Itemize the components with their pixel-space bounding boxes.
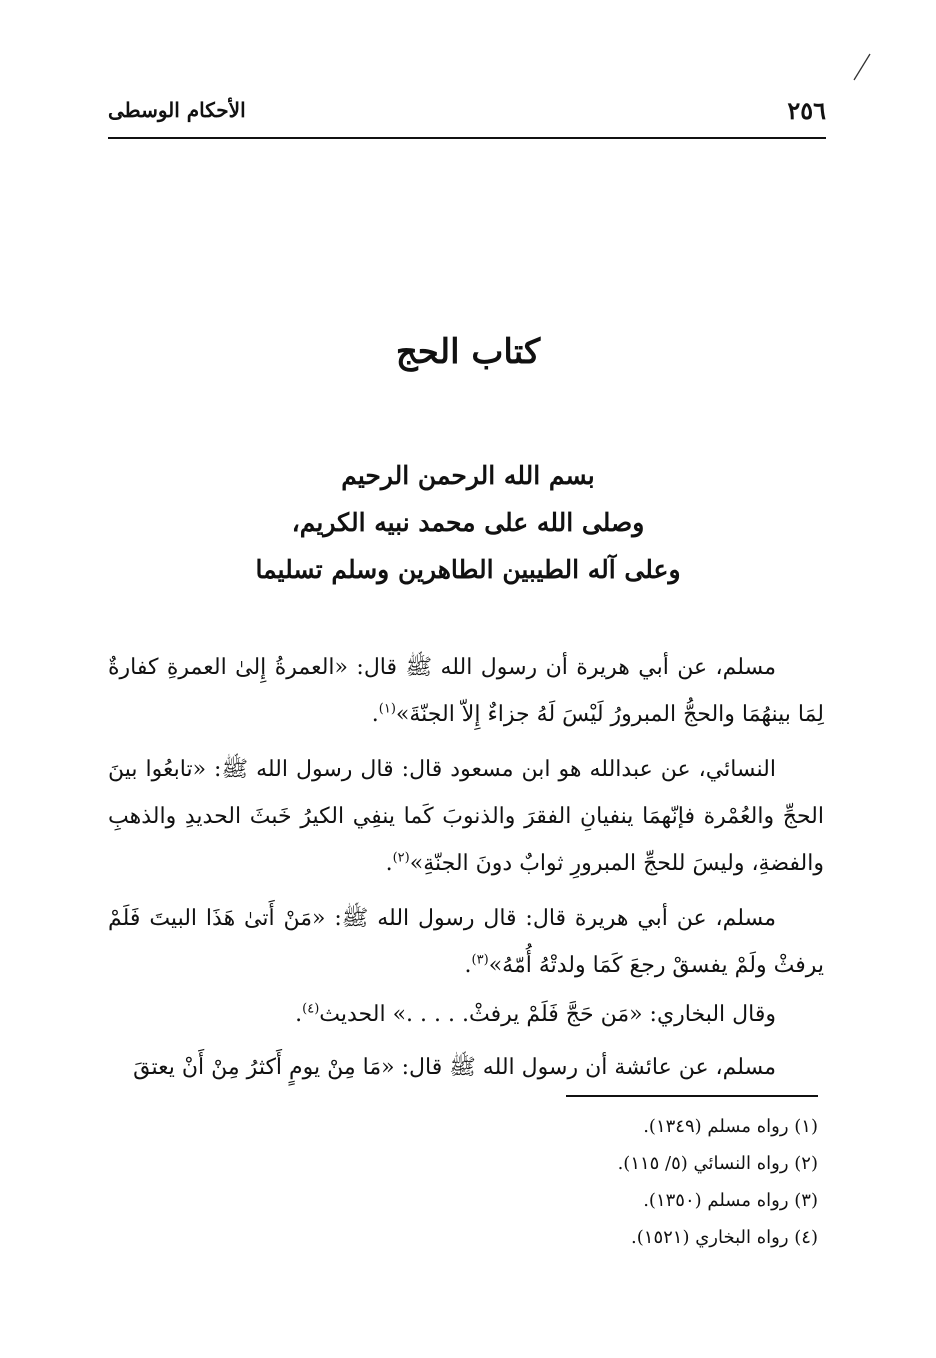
running-title: الأحكام الوسطى [108,98,246,122]
footnote: (٢) رواه النسائي (٥/ ١١٥). [617,1153,818,1174]
chapter-title: كتاب الحج [395,332,541,372]
basmala-block [0,452,936,593]
footnotes [300,1108,818,1256]
page-number: ٢٥٦ [787,96,826,125]
hadith-paragraph [108,895,824,989]
body-text [108,644,824,1099]
hadith-paragraph [108,644,824,738]
basmala-line: وصلى الله على محمد نبيه الكريم، [291,508,645,537]
footnote-marker: (٢) [392,850,410,866]
basmala-line: وعلى آله الطيبين الطاهرين وسلم تسليما [255,555,681,584]
hadith-paragraph [108,1044,824,1091]
paragraph-text: مسلم، عن أبي هريرة أن رسول الله ﷺ قال: «العمرةُ إِلىٰ العمرةِ كفارةٌ لِمَا بينهُمَا والحجُّ المبرورُ لَيْسَ لَهُ جزاءٌ إِلاّ الجنّةَ» [108,655,824,727]
paragraph-text: وقال البخاري: «مَن حَجَّ فَلَمْ يرفثْ. . . . .» الحديث [319,1002,776,1027]
header-rule [108,137,826,139]
footnote: (١) رواه مسلم (١٣٤٩). [643,1116,818,1137]
paragraph-text: مسلم، عن عائشة أن رسول الله ﷺ قال: «مَا مِنْ يومٍ أَكثرُ مِنْ أَنْ يعتقَ [133,1055,776,1080]
paragraph-end: . [385,851,393,876]
footnote-marker: (٤) [302,1001,320,1017]
paragraph-end: . [464,953,472,978]
basmala-line: بسم الله الرحمن الرحيم [341,461,595,490]
hadith-paragraph [108,991,824,1038]
hadith-paragraph [108,746,824,887]
paragraph-end: . [295,1002,303,1027]
footnote: (٤) رواه البخاري (١٥٢١). [631,1227,818,1248]
paragraph-text: مسلم، عن أبي هريرة قال: قال رسول الله ﷺ: «مَنْ أَتىٰ هَذَا البيتَ فَلَمْ يرفثْ ولَمْ يفسقْ رجعَ كَمَا ولدتْهُ أُمّهُ» [108,906,824,978]
page-header [108,96,826,132]
footnote-rule [566,1095,818,1097]
footnote-marker: (١) [378,701,396,717]
pencil-mark [850,52,874,82]
paragraph-text: النسائي، عن عبدالله هو ابن مسعود قال: قال رسول الله ﷺ: «تابعُوا بينَ الحجِّ والعُمْرة فإنّهمَا ينفيانِ الفقرَ والذنوبَ كَما ينفِي الكيرُ خَبثَ الحديدِ والذهبِ والفضةِ، وليسَ للحجِّ المبرورِ ثوابٌ دونَ الجنّةِ» [108,757,824,876]
footnote-marker: (٣) [471,952,489,968]
paragraph-end: . [371,702,379,727]
footnote: (٣) رواه مسلم (١٣٥٠). [643,1190,818,1211]
